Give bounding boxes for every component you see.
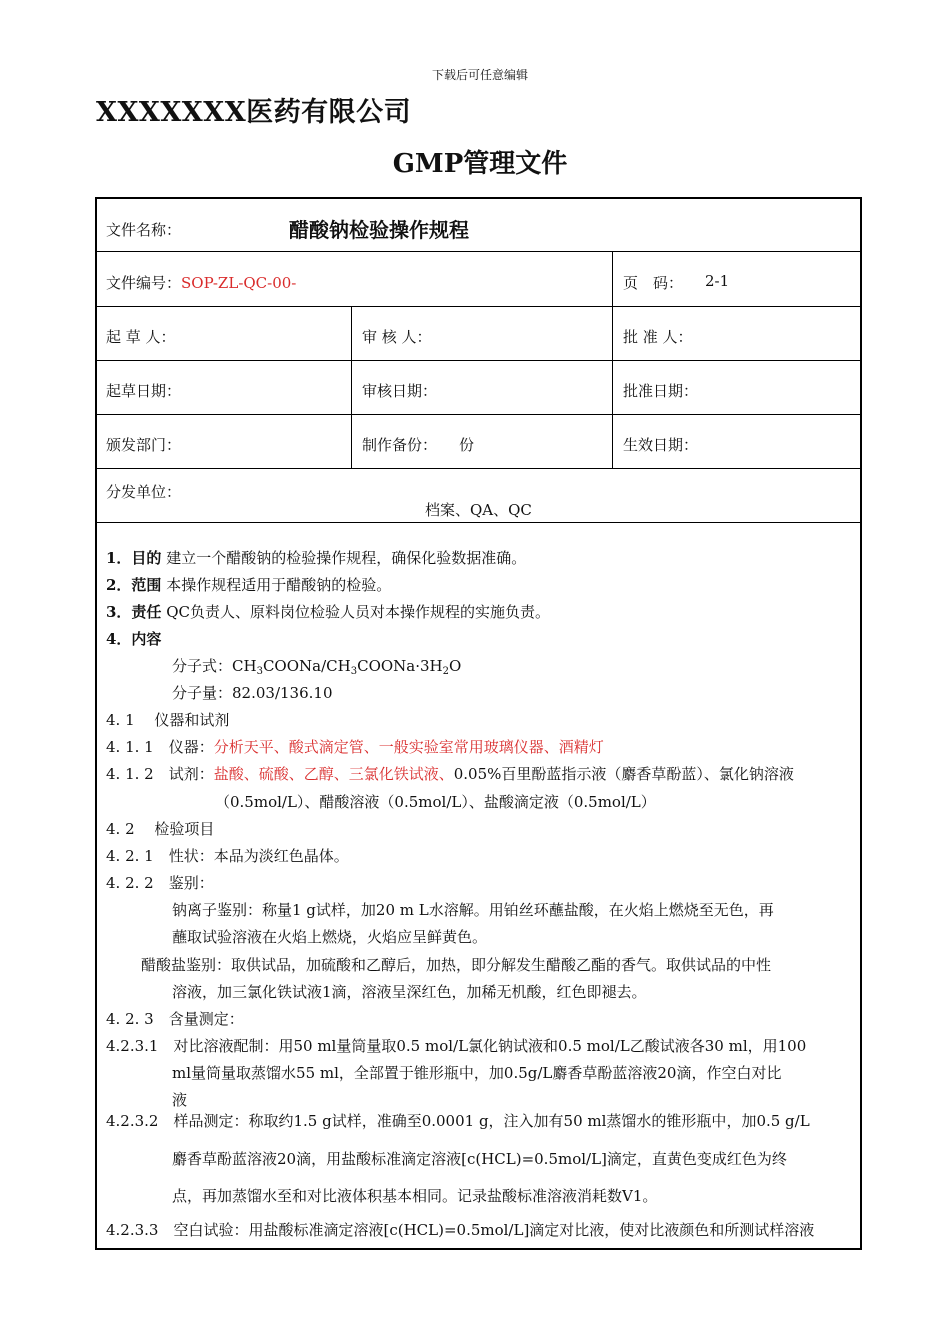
column-divider <box>612 251 613 468</box>
section-4-2-3-1-cont: 液 <box>172 1091 188 1109</box>
top-note: 下载后可任意编辑 <box>431 68 528 82</box>
file-name-value: 醋酸钠检验操作规程 <box>289 218 469 242</box>
section-scope <box>106 578 391 593</box>
row-divider <box>97 306 860 307</box>
section-heading: 3．责任 <box>106 603 162 621</box>
section-4-1-2 <box>106 767 794 782</box>
distribution-value: 档案、QA、QC <box>425 501 532 519</box>
instruments-list: 分析天平、酸式滴定管、一般实验室常用玻璃仪器、酒精灯 <box>213 738 604 756</box>
section-purpose <box>106 551 526 566</box>
section-text: QC负责人、原料岗位检验人员对本操作规程的实施负责。 <box>166 603 550 621</box>
reagents-list: 0.05%百里酚蓝指示液（麝香草酚蓝）、氯化钠溶液 <box>453 765 794 783</box>
formula-subscript: 3 <box>256 666 263 677</box>
row-divider <box>97 360 860 361</box>
column-divider <box>351 306 352 468</box>
row-divider <box>97 468 860 469</box>
formula-part: COONa·3H <box>357 657 443 675</box>
section-text: 本操作规程适用于醋酸钠的检验。 <box>166 576 392 594</box>
draft-date-label: 起草日期： <box>106 382 182 400</box>
document-frame <box>95 197 862 1250</box>
acetate-identification: 醋酸盐鉴别：取供试品，加硫酸和乙醇后，加热，即分解发生醋酸乙酯的香气。取供试品的中性 <box>141 956 772 974</box>
section-heading: 2．范围 <box>106 576 162 594</box>
page-value: 2-1 <box>705 272 730 290</box>
effective-date-label: 生效日期： <box>623 436 699 454</box>
distribution-label: 分发单位： <box>106 483 182 501</box>
section-4-2: 4. 2 检验项目 <box>106 820 215 838</box>
section-responsibility <box>106 605 550 620</box>
section-4-2-3-2-cont: 点，再加蒸馏水至和对比液体积基本相同。记录盐酸标准溶液消耗数V1。 <box>172 1187 658 1205</box>
section-4-2-3: 4. 2. 3 含量测定： <box>106 1010 244 1028</box>
reviewer-label: 审 核 人： <box>362 328 432 346</box>
row-divider <box>97 522 860 523</box>
item-label: 4. 1. 1 仪器： <box>106 738 214 756</box>
reagents-continued: （0.5mol/L）、醋酸溶液（0.5mol/L）、盐酸滴定液（0.5mol/L） <box>215 793 656 811</box>
issue-department-label: 颁发部门： <box>106 436 182 454</box>
section-4-2-1: 4. 2. 1 性状：本品为淡红色晶体。 <box>106 847 349 865</box>
molecular-weight: 分子量：82.03/136.10 <box>172 684 333 702</box>
approver-label: 批 准 人： <box>623 328 693 346</box>
approve-date-label: 批准日期： <box>623 382 699 400</box>
reagents-highlighted: 盐酸、硫酸、乙醇、三氯化铁试液、 <box>213 765 454 783</box>
formula-part: O <box>449 657 462 675</box>
section-content <box>106 632 161 647</box>
section-4-2-3-1-cont: ml量筒量取蒸馏水55 ml，全部置于锥形瓶中，加0.5g/L麝香草酚蓝溶液20滴，作空白对比 <box>172 1064 782 1082</box>
file-number-field <box>106 272 296 293</box>
section-4-2-2: 4. 2. 2 鉴别： <box>106 874 214 892</box>
item-label: 4. 1. 2 试剂： <box>106 765 214 783</box>
acetate-identification-cont: 溶液，加三氯化铁试液1滴，溶液呈深红色，加稀无机酸，红色即褪去。 <box>172 983 647 1001</box>
section-4-1: 4. 1 仪器和试剂 <box>106 711 230 729</box>
drafter-label: 起 草 人： <box>106 328 176 346</box>
section-4-2-3-3: 4.2.3.3 空白试验：用盐酸标准滴定溶液[c(HCL)=0.5mol/L]滴定对比液，使对比液颜色和所测试样溶液 <box>106 1221 815 1239</box>
section-4-1-1 <box>106 740 604 755</box>
review-date-label: 审核日期： <box>362 382 438 400</box>
file-number-label: 文件编号： <box>106 274 182 292</box>
section-heading: 4．内容 <box>106 630 162 648</box>
document-type-title: GMP管理文件 <box>392 149 568 179</box>
formula-subscript: 3 <box>350 666 358 677</box>
row-divider <box>97 414 860 415</box>
section-4-2-3-1: 4.2.3.1 对比溶液配制：用50 ml量筒量取0.5 mol/L氯化钠试液和0.5 mol/L乙酸试液各30 ml，用100 <box>106 1037 807 1055</box>
formula-part: CH <box>232 657 257 675</box>
file-number-value: SOP-ZL-QC-00- <box>181 274 297 292</box>
section-heading: 1．目的 <box>106 549 162 567</box>
formula-label: 分子式： <box>172 657 233 675</box>
file-name-label: 文件名称： <box>106 221 182 239</box>
section-text: 建立一个醋酸钠的检验操作规程，确保化验数据准确。 <box>166 549 527 567</box>
sodium-identification: 钠离子鉴别：称量1 g试样，加20 m L水溶解。用铂丝环蘸盐酸，在火焰上燃烧至无色，再 <box>172 901 774 919</box>
copies-unit: 份 <box>459 436 475 454</box>
formula-part: COONa/CH <box>262 657 351 675</box>
section-4-2-3-2-cont: 麝香草酚蓝溶液20滴，用盐酸标准滴定溶液[c(HCL)=0.5mol/L]滴定，直黄色变成红色为终 <box>172 1150 787 1168</box>
sodium-identification-cont: 蘸取试验溶液在火焰上燃烧，火焰应呈鲜黄色。 <box>172 928 488 946</box>
molecular-formula <box>172 659 461 677</box>
company-name: XXXXXXX医药有限公司 <box>96 97 412 128</box>
row-divider <box>97 251 860 252</box>
formula-subscript: 2 <box>442 666 450 677</box>
copies-label: 制作备份： <box>362 436 438 454</box>
section-4-2-3-2: 4.2.3.2 样品测定：称取约1.5 g试样，准确至0.0001 g，注入加有50 ml蒸馏水的锥形瓶中，加0.5 g/L <box>106 1112 810 1130</box>
page-label: 页 码： <box>623 274 684 292</box>
